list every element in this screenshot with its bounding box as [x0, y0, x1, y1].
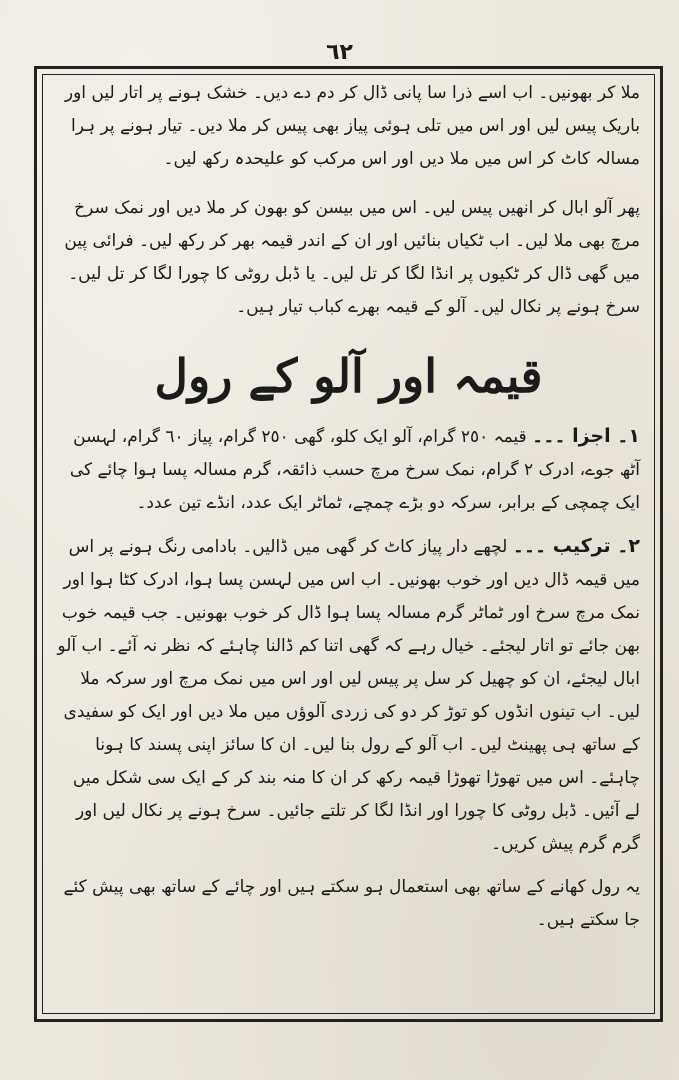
closing-paragraph: یہ رول کھانے کے ساتھ بھی استعمال ہو سکتے ہیں اور چائے کے ساتھ بھی پیش کئے جا سکتے ہیں۔: [63, 877, 640, 930]
page-border-outer: [34, 66, 663, 1022]
ingredients-text: قیمہ ٢٥٠ گرام، آلو ایک کلو، گھی ٢٥٠ گرام، پیاز ٦٠ گرام، لہسن آٹھ جوے، ادرک ٢ گرام، نمک سرخ مرچ حسب ذائقہ، گرم مسالہ پسا ہوا چائے کی ایک چمچی کے برابر، سرکہ دو بڑے چمچے، ٹماٹر ایک عدد، انڈے تین عدد۔: [69, 427, 640, 513]
page-number: ٦٢: [326, 40, 353, 65]
intro-paragraph-2: پھر آلو ابال کر انھیں پیس لیں۔ اس میں بیسن کو بھون کر ملا دیں اور نمک سرخ مرچ بھی ملا لیں۔ اب ٹکیاں بنائیں اور ان کے اندر قیمہ بھر کر رکھ لیں۔ فرائی پین میں گھی ڈال کر ٹکیوں پر انڈا لگا کر تل لیں۔ یا ڈبل روٹی کا چورا لگا کر تل لیں۔ سرخ ہونے پر نکال لیں۔ آلو کے قیمہ بھرے کباب تیار ہیں۔: [64, 198, 640, 317]
recipe-title: قیمہ اور آلو کے رول: [154, 349, 543, 403]
page-content: [57, 77, 640, 937]
ingredients-label: ١۔ اجزا ۔۔۔: [532, 425, 640, 447]
method-paragraph: [57, 530, 640, 861]
method-label: ٢۔ ترکیب ۔۔۔: [512, 535, 640, 557]
ingredients-paragraph: [57, 420, 640, 520]
intro-paragraph-1: ملا کر بھونیں۔ اب اسے ذرا سا پانی ڈال کر دم دے دیں۔ خشک ہونے پر اتار لیں اور باریک پیس لیں اور اس میں تلی ہوئی پیاز بھی پیس کر ملا دیں۔ تیار ہونے پر ہرا مسالہ کاٹ کر اس میں ملا دیں اور اس مرکب کو علیحدہ رکھ لیں۔: [64, 83, 640, 169]
method-text: لچھے دار پیاز کاٹ کر گھی میں ڈالیں۔ بادامی رنگ ہونے پر اس میں قیمہ ڈال دیں اور خوب بھونیں۔ اب اس میں لہسن پسا ہوا، ادرک کٹا ہوا اور نمک مرچ سرخ اور ٹماٹر گرم مسالہ پسا ہوا ڈال کر خوب بھونیں۔ جب قیمہ خوب بھن جائے تو اتار لیجئے۔ خیال رہے کہ گھی اتنا کم ڈالنا چاہئے کہ نظر نہ آئے۔ اب آلو ابال لیجئے، ان کو چھیل کر سل پر پیس لیں اور اس میں نمک مرچ اور سرکہ ملا لیں۔ اب تینوں انڈوں کو توڑ کر دو کی زردی آلوؤں میں ملا دیں اور ایک کو سفیدی کے ساتھ ہی پھینٹ لیں۔ اب آلو کے رول بنا لیں۔ ان کا سائز اپنی پسند کا ہونا چاہئے۔ اس میں تھوڑا تھوڑا قیمہ رکھ کر ان کا منہ بند کر کے ایک سی شکل میں لے آئیں۔ ڈبل روٹی کا چورا اور انڈا لگا کر تلتے جائیں۔ سرخ ہونے پر نکال لیں اور گرم گرم پیش کریں۔: [57, 537, 640, 854]
